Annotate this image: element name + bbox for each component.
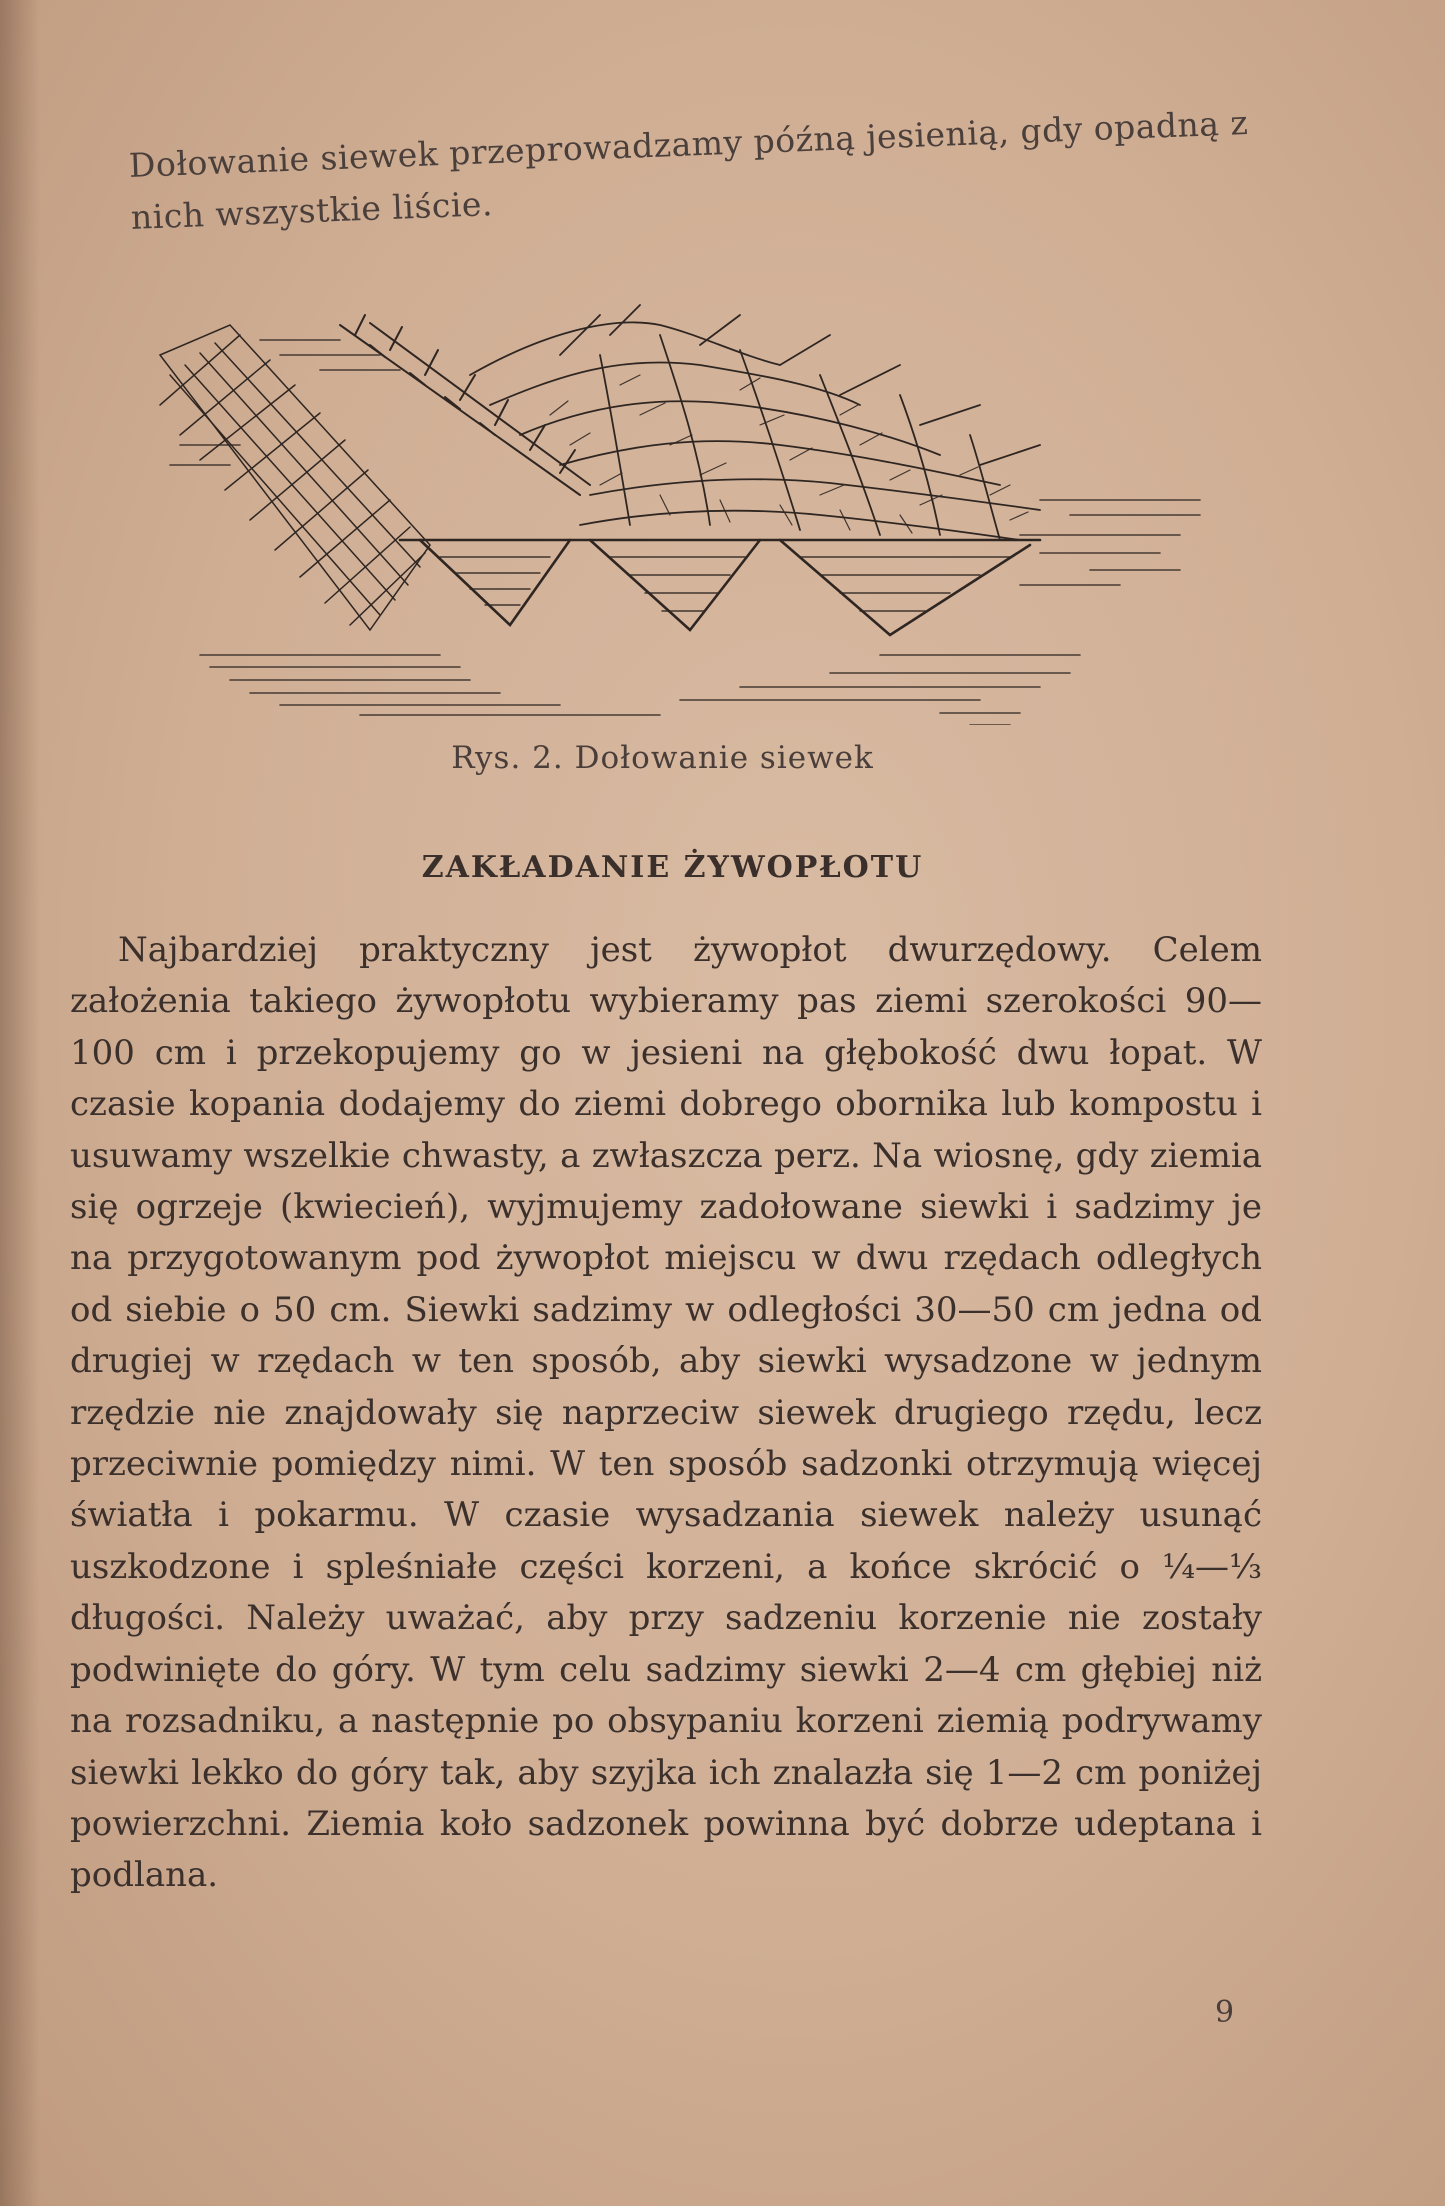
page-gutter-shadow [0, 0, 40, 2206]
trench-seedlings-illustration [140, 295, 1220, 725]
section-body [70, 925, 1262, 1902]
intro-paragraph [128, 96, 1281, 244]
figure-illustration [140, 295, 1220, 725]
page-number: 9 [1215, 1995, 1235, 2030]
intro-text: Dołowanie siewek przeprowadzamy późną jesienią, gdy opadną z nich wszystkie liście. [128, 102, 1249, 237]
figure-caption: Rys. 2. Dołowanie siewek [451, 740, 874, 776]
section-paragraph: Najbardziej praktyczny jest żywopłot dwurzędowy. Celem założenia takiego żywopłotu wybieramy pas ziemi szerokości 90—100 cm i przekopujemy go w jesieni na głębokość dwu łopat. W czasie kopania dodajemy do ziemi dobrego obornika lub kompostu i usuwamy wszelkie chwasty, a zwłaszcza perz. Na wiosnę, gdy ziemia się ogrzeje (kwiecień), wyjmujemy zadołowane siewki i sadzimy je na przygotowanym pod żywopłot miejscu w dwu rzędach odległych od siebie o 50 cm. Siewki sadzimy w odległości 30—50 cm jedna od drugiej w rzędach w ten sposób, aby siewki wysadzone w jednym rzędzie nie znajdowały się naprzeciw siewek drugiego rzędu, lecz przeciwnie pomiędzy nimi. W ten sposób sadzonki otrzymują więcej światła i pokarmu. W czasie wysadzania siewek należy usunąć uszkodzone i spleśniałe części korzeni, a końce skrócić o ¼—⅓ długości. Należy uważać, aby przy sadzeniu korzenie nie zostały podwinięte do góry. W tym celu sadzimy siewki 2—4 cm głębiej niż na rozsadniku, a następnie po obsypaniu korzeni ziemią podrywamy siewki lekko do góry tak, aby szyjka ich znalazła się 1—2 cm poniżej powierzchni. Ziemia koło sadzonek powinna być dobrze udeptana i podlana. [70, 930, 1262, 1896]
section-heading: ZAKŁADANIE ŻYWOPŁOTU [421, 850, 924, 885]
